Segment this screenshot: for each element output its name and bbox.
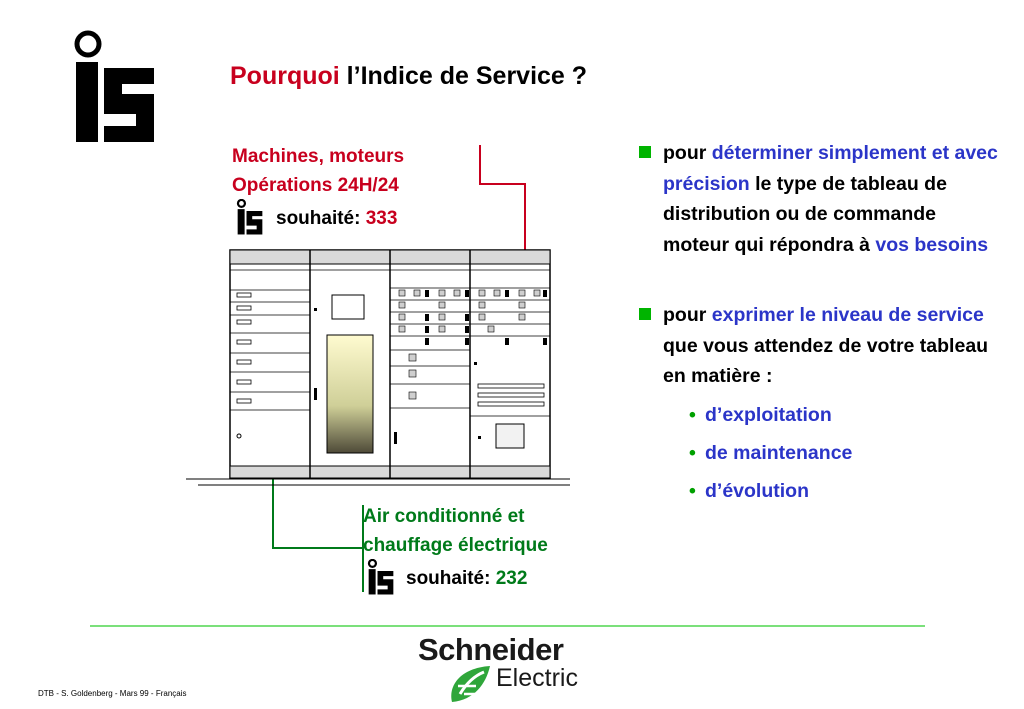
brand-sub: Electric <box>496 664 578 692</box>
top-label-line2: Opérations 24H/24 <box>232 175 399 196</box>
bullet-list <box>637 138 1007 510</box>
dot-icon: • <box>689 403 696 426</box>
sub-bullet-exploitation: • d’exploitation <box>637 396 1007 434</box>
footer-credit: DTB - S. Goldenberg - Mars 99 - Français <box>38 689 187 698</box>
bullet-2: pour exprimer le niveau de service que vous attendez de votre tableau en matière : <box>637 300 1007 392</box>
top-label-line1: Machines, moteurs <box>232 146 405 167</box>
top-wish: souhaité: 333 <box>276 208 398 229</box>
bullet-1: pour déterminer simplement et avec précision le type de tableau de distribution ou de commande moteur qui répondra à vos besoins <box>637 138 1007 260</box>
sub-bullet-evolution: • d’évolution <box>637 472 1007 510</box>
dot-icon: • <box>689 441 696 464</box>
dot-icon: • <box>689 479 696 502</box>
bottom-label-line1: Air conditionné et <box>363 506 525 527</box>
bottom-label-line2: chauffage électrique <box>363 535 548 556</box>
bullet-square-icon <box>639 146 651 158</box>
schneider-leaf-logo-icon <box>446 664 494 704</box>
switchboard-illustration <box>180 140 570 600</box>
brand-name: Schneider <box>418 632 564 667</box>
bullet-square-icon <box>639 308 651 320</box>
bottom-wish: souhaité: 232 <box>406 568 528 589</box>
footer-divider <box>90 625 925 627</box>
sub-bullet-maintenance: • de maintenance <box>637 434 1007 472</box>
page-title: Pourquoi l’Indice de Service ? <box>230 62 588 90</box>
is-logo <box>70 30 160 150</box>
